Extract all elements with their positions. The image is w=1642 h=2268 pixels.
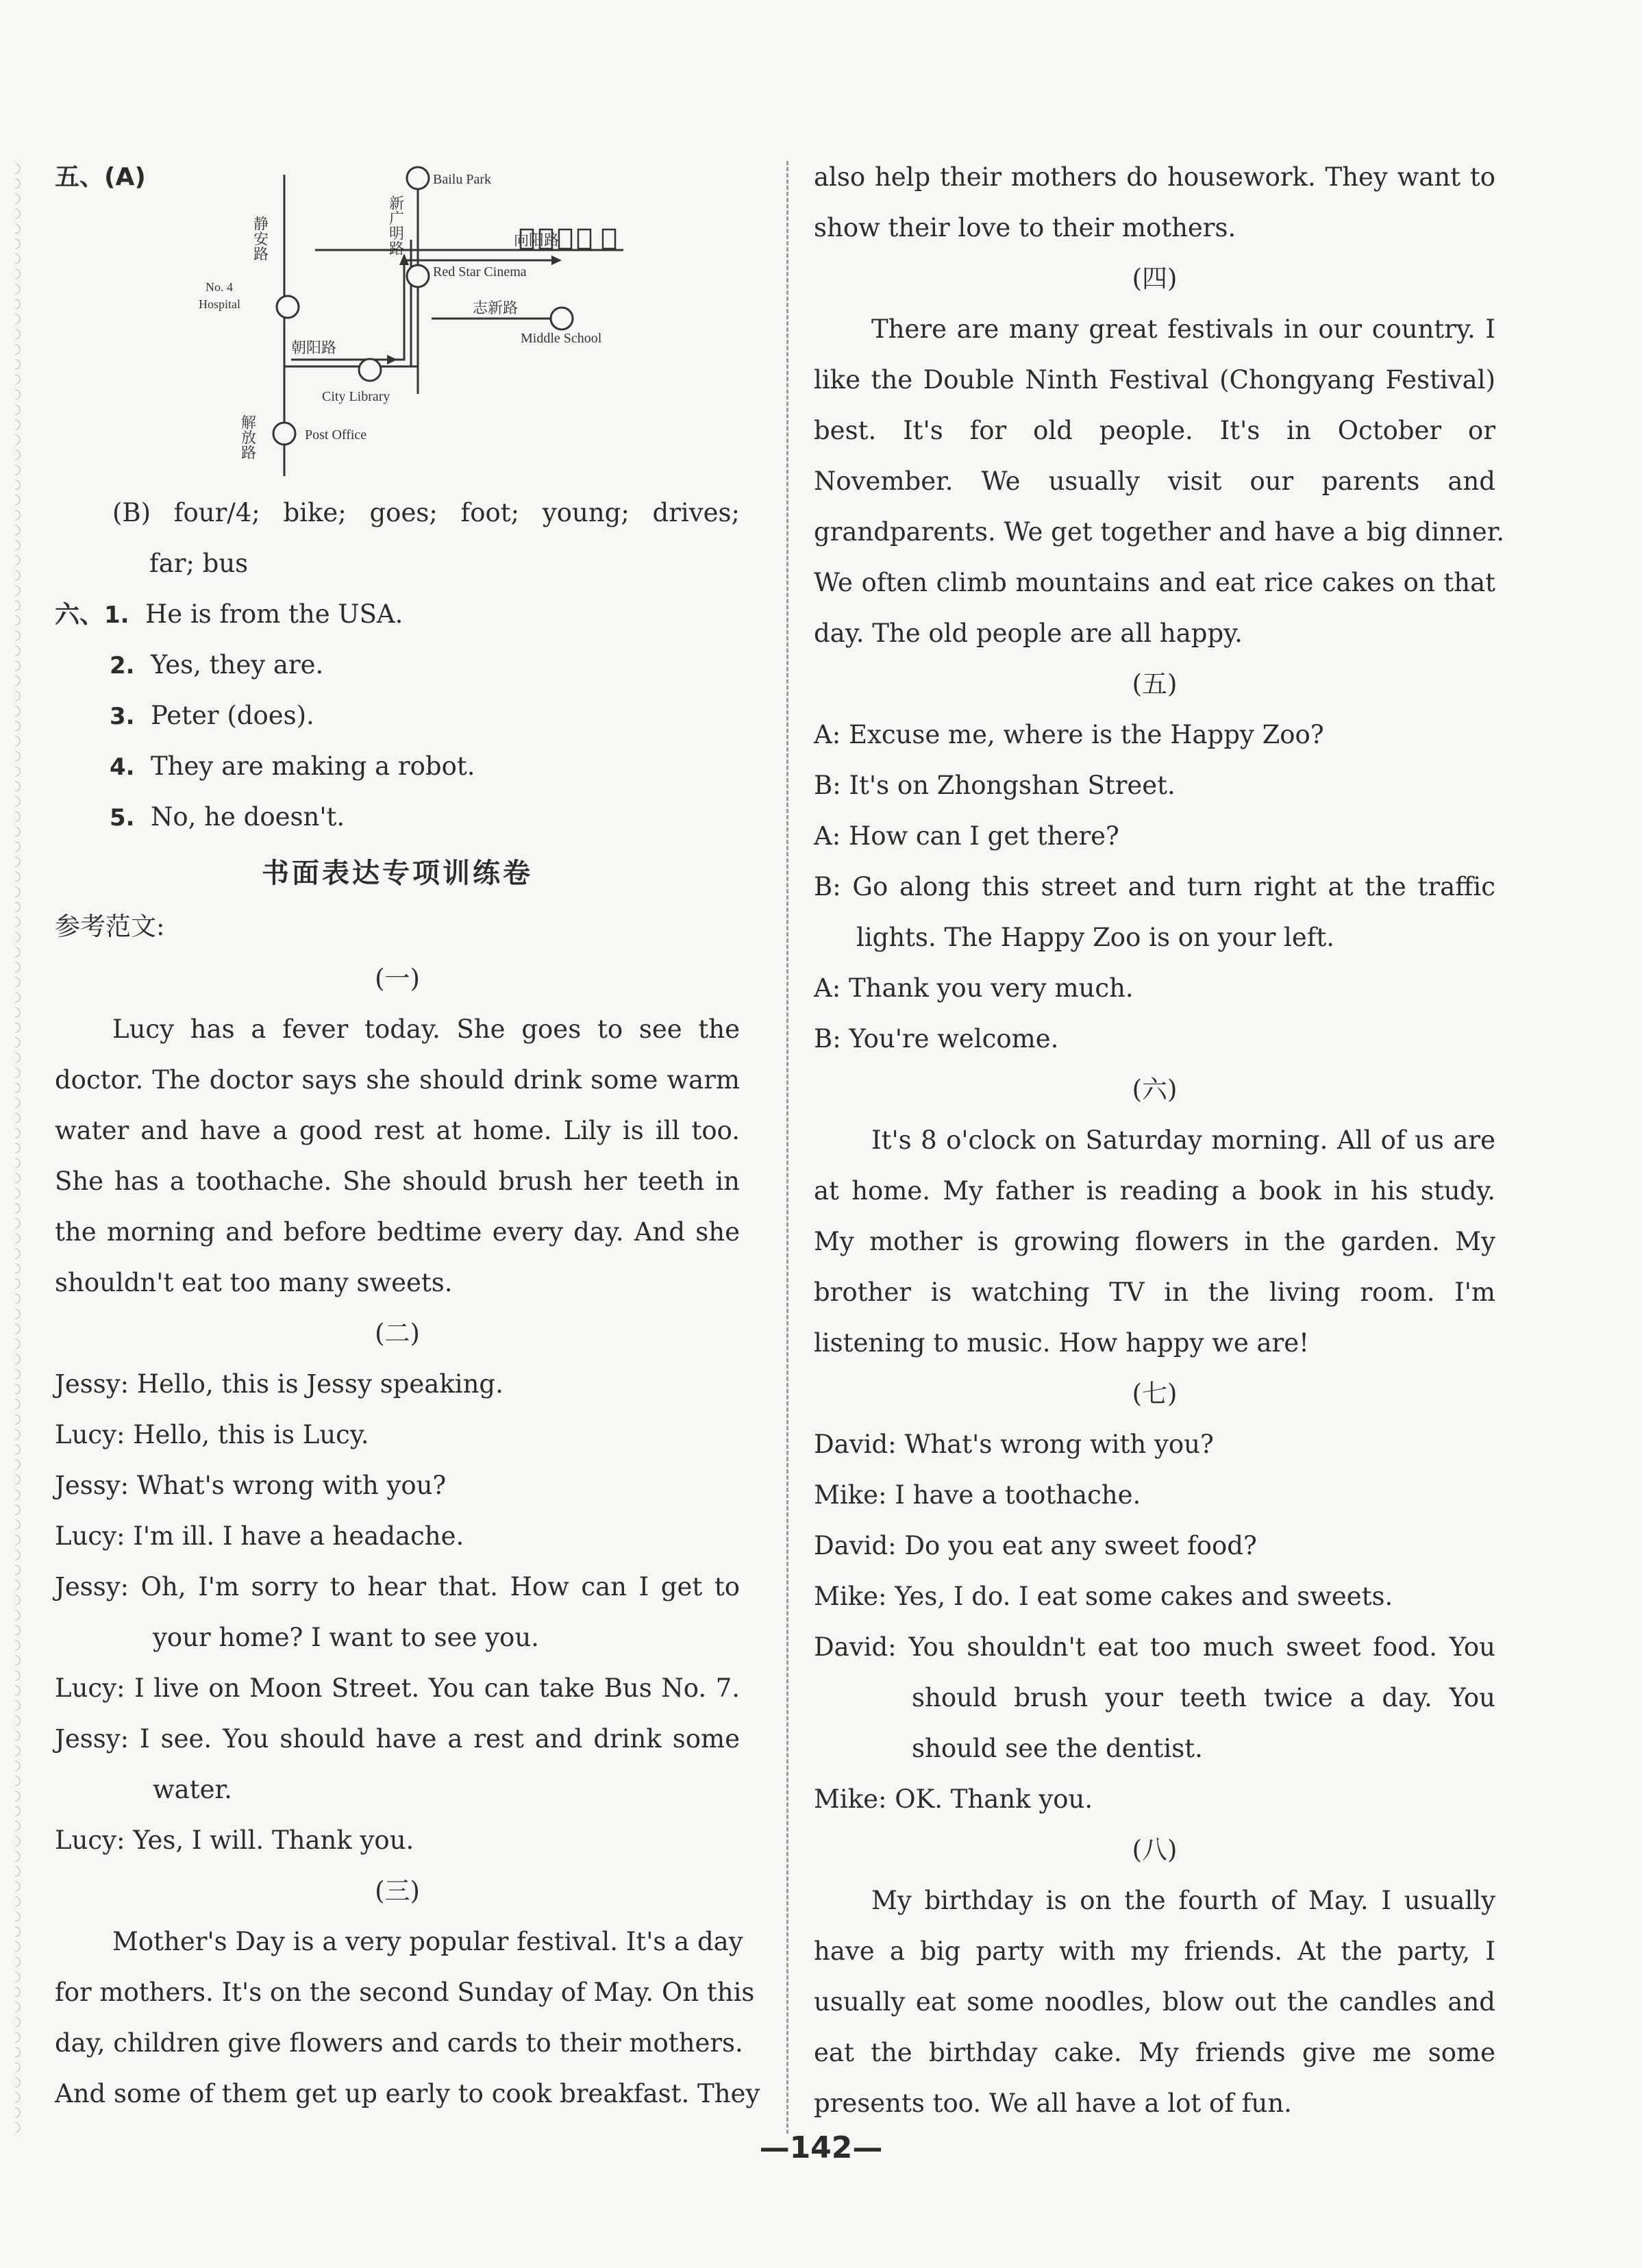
dialogue-7-line: David: What's wrong with you? — [814, 1430, 1214, 1459]
essay-1-line: the morning and before bedtime every day. And she — [55, 1217, 740, 1247]
heading-1: (一) — [375, 964, 420, 993]
essay-8-line: have a big party with my friends. At the party, I — [814, 1936, 1495, 1966]
essay-3-line: And some of them get up early to cook breakfast. They — [55, 2079, 760, 2108]
heading-6: (六) — [1132, 1075, 1178, 1104]
page-number: —142— — [759, 2130, 883, 2165]
essay-1-line: She has a toothache. She should brush her teeth in — [55, 1167, 740, 1196]
dialogue-5-line: A: Thank you very much. — [814, 973, 1134, 1003]
answer-number: 5. — [110, 804, 135, 832]
answer-1 — [55, 589, 740, 640]
map-label-jingan-road: 静安路 — [251, 216, 269, 261]
column-divider — [786, 161, 788, 2134]
dialogue-7-line: should brush your teeth twice a day. You — [912, 1683, 1495, 1712]
heading-5: (五) — [1132, 669, 1178, 699]
map-label-jiefang-road: 解放路 — [239, 414, 257, 460]
map-label-chaoyang-road: 朝阳路 — [291, 339, 337, 356]
essay-3-line: for mothers. It's on the second Sunday of May. On this — [55, 1978, 755, 2007]
essay-8-line: eat the birthday cake. My friends give me some — [814, 2038, 1495, 2067]
essay-6-line: at home. My father is reading a book in his study. — [814, 1176, 1495, 1206]
essay-4-line: like the Double Ninth Festival (Chongyang Festival) — [814, 365, 1495, 395]
dialogue-2-line: Jessy: Hello, this is Jessy speaking. — [55, 1369, 503, 1399]
map-label-hospital-line2: Hospital — [199, 297, 240, 311]
answer-text: He is from the USA. — [145, 599, 403, 629]
answer-2 — [55, 640, 740, 690]
map-label-middle-school: Middle School — [521, 331, 602, 346]
heading-8: (八) — [1132, 1835, 1178, 1865]
answer-4 — [55, 741, 740, 792]
map-label-hospital-line1: No. 4 — [206, 280, 233, 294]
dialogue-5-line: B: It's on Zhongshan Street. — [814, 771, 1175, 800]
dialogue-2-line: Jessy: What's wrong with you? — [55, 1471, 447, 1500]
dialogue-7-line: Mike: OK. Thank you. — [814, 1784, 1093, 1814]
essay-1-line: doctor. The doctor says she should drink some warm — [55, 1065, 740, 1095]
answer-text: They are making a robot. — [151, 751, 475, 781]
answer-text: Peter (does). — [151, 701, 314, 730]
dialogue-5-line: A: How can I get there? — [814, 821, 1119, 851]
dialogue-5-line: A: Excuse me, where is the Happy Zoo? — [814, 720, 1324, 749]
essay-4-line: grandparents. We get together and have a big dinner. — [814, 517, 1505, 547]
essay-3-line: day, children give flowers and cards to their mothers. — [55, 2028, 743, 2058]
essay-4-line: November. We usually visit our parents and — [814, 466, 1495, 496]
heading-4: (四) — [1132, 264, 1178, 293]
answer-number: 4. — [110, 753, 135, 781]
essay-1-line: shouldn't eat too many sweets. — [55, 1268, 453, 1297]
reference-label: 参考范文: — [55, 912, 165, 941]
dialogue-2-line: Lucy: I live on Moon Street. You can take Bus No. 7. — [55, 1673, 740, 1703]
essay-3-line: Mother's Day is a very popular festival. It's a day — [112, 1927, 743, 1956]
binding-edge-decoration — [15, 161, 27, 2134]
part-b-line2: far; bus — [149, 549, 249, 578]
answer-text: No, he doesn't. — [151, 802, 345, 832]
dialogue-2-line: Lucy: Hello, this is Lucy. — [55, 1420, 369, 1449]
dialogue-7-line: Mike: I have a toothache. — [814, 1480, 1141, 1510]
answer-5 — [55, 792, 740, 843]
essay-8-line: presents too. We all have a lot of fun. — [814, 2089, 1292, 2118]
essay-8-line: usually eat some noodles, blow out the candles and — [814, 1987, 1495, 2017]
map-label-zhixin-road: 志新路 — [473, 299, 519, 316]
essay-1-line: water and have a good rest at home. Lily is ill too. — [55, 1116, 740, 1145]
essay-4-line: day. The old people are all happy. — [814, 619, 1243, 648]
dialogue-7-line: David: Do you eat any sweet food? — [814, 1531, 1257, 1560]
map-label-post-office: Post Office — [305, 427, 367, 443]
heading-7: (七) — [1132, 1379, 1178, 1408]
map-label-red-star-cinema: Red Star Cinema — [433, 264, 527, 279]
essay-3-continued-line: show their love to their mothers. — [814, 213, 1236, 242]
answer-number: 1. — [104, 601, 129, 629]
answer-number: 3. — [110, 703, 135, 730]
dialogue-7-line: Mike: Yes, I do. I eat some cakes and sweets. — [814, 1582, 1393, 1611]
essay-4-line: best. It's for old people. It's in October or — [814, 416, 1495, 445]
dialogue-5-line: B: Go along this street and turn right at the traffic — [814, 872, 1495, 901]
dialogue-2-line: Lucy: I'm ill. I have a headache. — [55, 1521, 464, 1551]
answer-text: Yes, they are. — [151, 650, 324, 680]
dialogue-2-line: Jessy: I see. You should have a rest and drink some — [55, 1724, 740, 1754]
map-label-xinguangming-road: 新广明路 — [387, 195, 405, 256]
dialogue-2-line: Lucy: Yes, I will. Thank you. — [55, 1825, 414, 1855]
dialogue-2-line: your home? I want to see you. — [153, 1623, 539, 1652]
dialogue-2-line: water. — [153, 1775, 232, 1804]
map-label-xiangyang-road: 向阳路 — [514, 232, 560, 249]
essay-6-line: listening to music. How happy we are! — [814, 1328, 1309, 1358]
section-title: 书面表达专项训练卷 — [262, 858, 533, 889]
essay-6-line: It's 8 o'clock on Saturday morning. All of us are — [871, 1125, 1495, 1155]
section-5-label: 五、(A) — [55, 163, 146, 191]
map-label-bailu-park: Bailu Park — [433, 172, 491, 187]
heading-2: (二) — [375, 1319, 420, 1348]
section-6-label: 六、 — [55, 601, 105, 629]
map-label-city-library: City Library — [322, 389, 390, 404]
answer-3 — [55, 690, 740, 741]
route-map — [158, 161, 623, 476]
essay-6-line: My mother is growing flowers in the garden. My — [814, 1227, 1495, 1256]
dialogue-5-line: lights. The Happy Zoo is on your left. — [856, 923, 1335, 952]
answer-number: 2. — [110, 652, 135, 680]
dialogue-2-line: Jessy: Oh, I'm sorry to hear that. How can I get to — [55, 1572, 740, 1602]
dialogue-5-line: B: You're welcome. — [814, 1024, 1059, 1054]
essay-4-line: There are many great festivals in our country. I — [871, 314, 1495, 344]
essay-6-line: brother is watching TV in the living room. I'm — [814, 1278, 1495, 1307]
essay-3-continued-line: also help their mothers do housework. They want to — [814, 162, 1495, 192]
essay-1-line: Lucy has a fever today. She goes to see the — [112, 1014, 740, 1044]
heading-3: (三) — [375, 1876, 420, 1906]
dialogue-7-line: should see the dentist. — [912, 1734, 1203, 1763]
essay-8-line: My birthday is on the fourth of May. I usually — [871, 1886, 1495, 1915]
essay-4-line: We often climb mountains and eat rice cakes on that — [814, 568, 1495, 597]
part-b-line1: (B) four/4; bike; goes; foot; young; drives; — [112, 498, 740, 527]
dialogue-7-line: David: You shouldn't eat too much sweet food. You — [814, 1632, 1495, 1662]
